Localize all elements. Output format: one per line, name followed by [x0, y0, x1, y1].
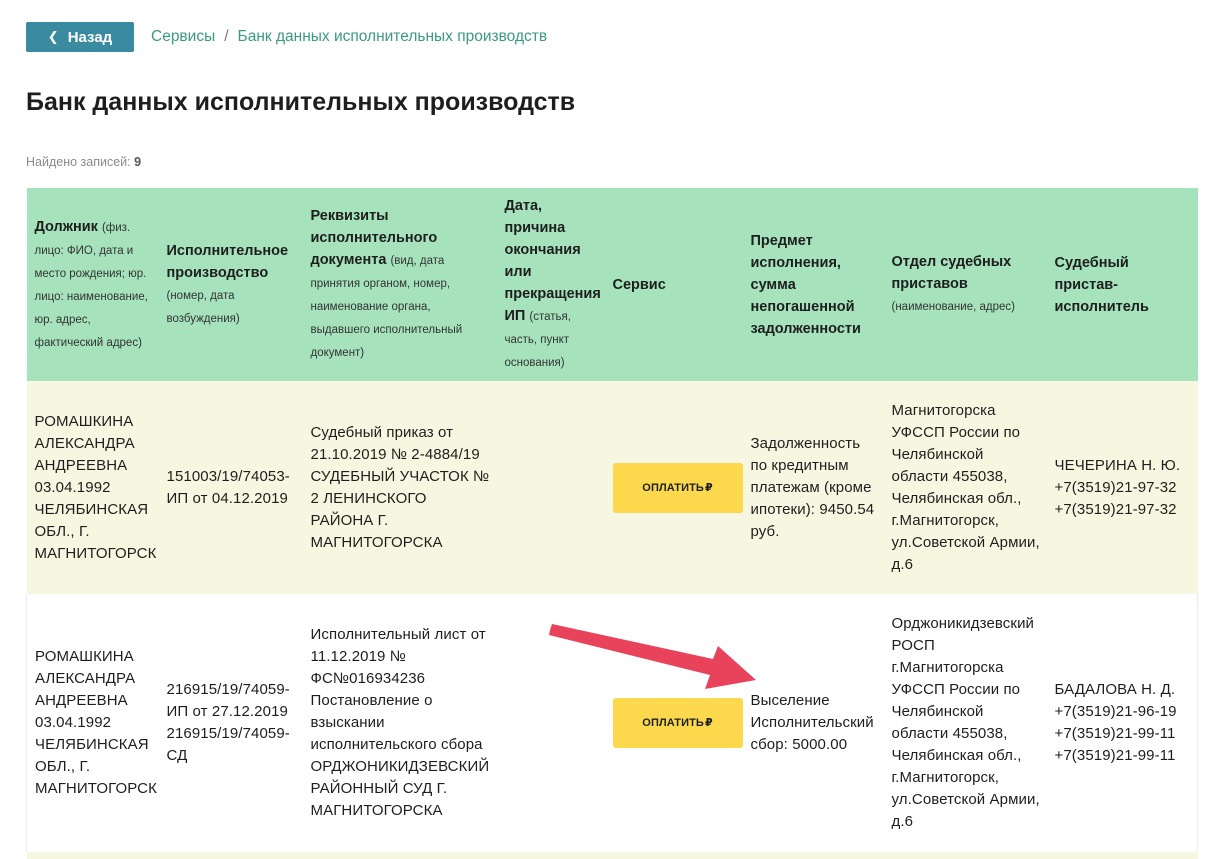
header-proceeding [159, 188, 303, 381]
cell-department: Орджоникидзевский РОСП г.Магнитогорска УФССП России по Челябинской области 455038, Челябинская обл., г.Магнитогорск, ул.Советской Армии, д.6 [884, 594, 1047, 852]
table-header-row [27, 188, 1198, 381]
table-row [27, 594, 1198, 852]
pay-button[interactable] [613, 463, 743, 513]
cell-proceeding: 151003/19/74053-ИП от 04.12.2019 [159, 381, 303, 594]
breadcrumb-current[interactable]: Банк данных исполнительных производств [237, 28, 548, 45]
records-found [26, 155, 141, 169]
cell-subject: Задолженность по кредитным платежам (кроме ипотеки): 9450.54 руб. [743, 381, 884, 594]
cell-service [605, 594, 743, 852]
cell-service [605, 381, 743, 594]
pay-button[interactable] [613, 698, 743, 748]
breadcrumb-services[interactable]: Сервисы [151, 28, 216, 45]
header-document-sub: (вид, дата принятия органом, номер, наименование органа, выдавшего исполнительный документ) [310, 255, 463, 359]
header-document-title: Реквизиты исполнительного документа [310, 208, 438, 268]
pay-button-label: ОПЛАТИТЬ [642, 717, 704, 729]
cell-bailiff: БАДАЛОВА Н. Д. +7(3519)21-96-19 +7(3519)21-99-11 +7(3519)21-99-11 [1047, 594, 1198, 852]
header-debtor-sub: (физ. лицо: ФИО, дата и место рождения; юр. лицо: наименование, юр. адрес, фактический адрес) [34, 221, 148, 349]
breadcrumb [151, 28, 547, 46]
chevron-left-icon: ❮ [47, 29, 59, 44]
cell-partial [27, 852, 1198, 859]
header-proceeding-title: Исполнительное производство [166, 242, 289, 281]
back-button-label: Назад [67, 28, 113, 46]
header-bailiff [1047, 188, 1198, 381]
cell-end-reason [497, 381, 605, 594]
table-row [27, 381, 1198, 594]
cell-document: Судебный приказ от 21.10.2019 № 2-4884/19 СУДЕБНЫЙ УЧАСТОК № 2 ЛЕНИНСКОГО РАЙОНА Г. МАГНИТОГОРСКА [303, 381, 497, 594]
header-document [303, 188, 497, 381]
header-service-title: Сервис [612, 276, 666, 293]
cell-subject: Выселение Исполнительский сбор: 5000.00 [743, 594, 884, 852]
cell-debtor: РОМАШКИНА АЛЕКСАНДРА АНДРЕЕВНА 03.04.1992 ЧЕЛЯБИНСКАЯ ОБЛ., Г. МАГНИТОГОРСК [27, 381, 159, 594]
header-subject-title: Предмет исполнения, сумма непогашенной задолженности [750, 232, 861, 337]
cell-end-reason [497, 594, 605, 852]
records-found-label: Найдено записей: [26, 155, 131, 169]
top-bar [26, 22, 547, 52]
header-department-title: Отдел судебных приставов [891, 254, 1012, 292]
header-proceeding-sub: (номер, дата возбуждения) [166, 289, 240, 325]
header-service [605, 188, 743, 381]
cell-debtor: РОМАШКИНА АЛЕКСАНДРА АНДРЕЕВНА 03.04.1992 ЧЕЛЯБИНСКАЯ ОБЛ., Г. МАГНИТОГОРСК [27, 594, 159, 852]
records-found-count: 9 [134, 155, 142, 169]
ruble-icon: ₽ [704, 481, 713, 494]
header-debtor-title: Должник [34, 218, 98, 235]
cell-document: Исполнительный лист от 11.12.2019 № ФС№016934236 Постановление о взыскании исполнительского сбора ОРДЖОНИКИДЗЕВСКИЙ РАЙОННЫЙ СУД Г. МАГНИТОГОРСКА [303, 594, 497, 852]
header-bailiff-title: Судебный пристав-исполнитель [1054, 254, 1149, 315]
header-debtor [27, 188, 159, 381]
header-subject [743, 188, 884, 381]
header-end-reason [497, 188, 605, 381]
cell-proceeding: 216915/19/74059-ИП от 27.12.2019 216915/19/74059-СД [159, 594, 303, 852]
breadcrumb-separator: / [224, 28, 229, 45]
table-row-partial [27, 852, 1198, 859]
cell-bailiff: ЧЕЧЕРИНА Н. Ю. +7(3519)21-97-32 +7(3519)21-97-32 [1047, 381, 1198, 594]
results-table [26, 188, 1198, 859]
back-button[interactable] [26, 22, 134, 52]
header-end-reason-sub: (статья, часть, пункт основания) [504, 311, 571, 369]
page-title: Банк данных исполнительных производств [26, 88, 576, 116]
header-department-sub: (наименование, адрес) [891, 301, 1015, 313]
pay-button-label: ОПЛАТИТЬ [642, 481, 704, 494]
header-department [884, 188, 1047, 381]
header-end-reason-title: Дата, причина окончания или прекращения ИП [504, 198, 601, 324]
ruble-icon: ₽ [704, 717, 713, 729]
cell-department: Магнитогорска УФССП России по Челябинской области 455038, Челябинская обл., г.Магнитогорск, ул.Советской Армии, д.6 [884, 381, 1047, 594]
